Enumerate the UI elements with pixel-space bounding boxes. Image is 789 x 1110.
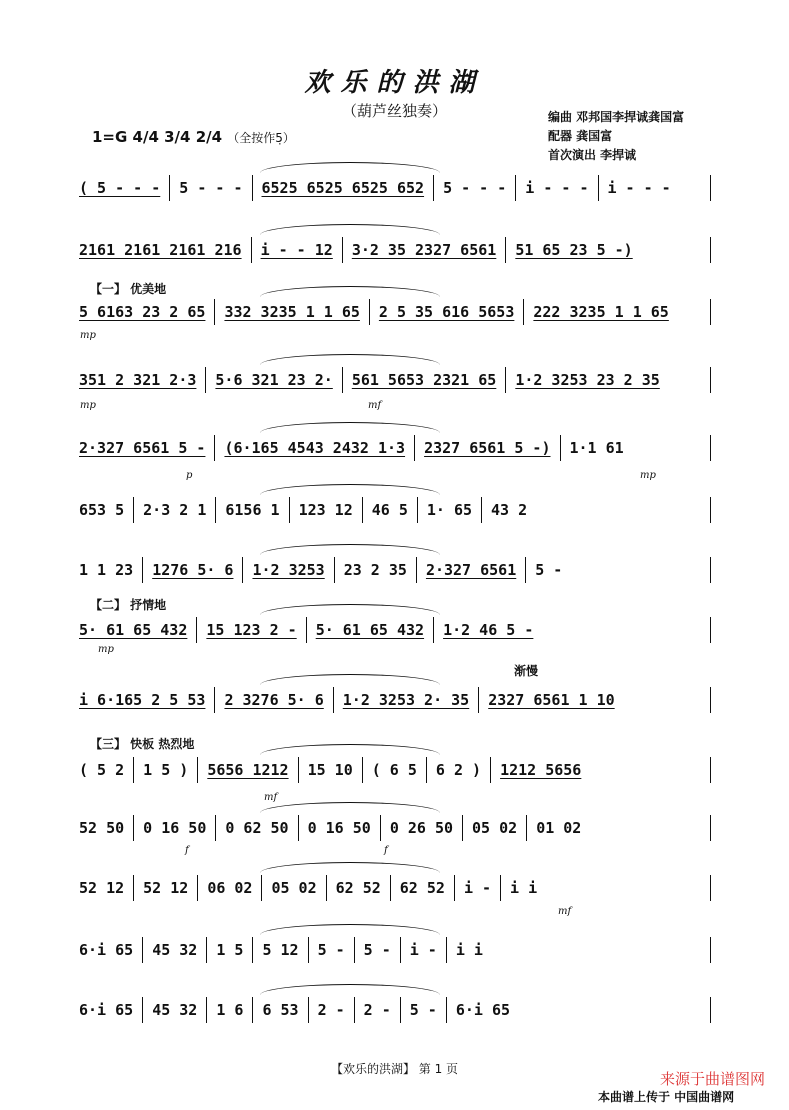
- measure: 6525 6525 6525 652: [261, 179, 425, 197]
- measure: 1276 5· 6: [152, 561, 234, 579]
- slur: [260, 544, 440, 555]
- slur: [260, 224, 440, 235]
- slur: [260, 924, 440, 935]
- barline: [342, 367, 343, 393]
- barline: [306, 617, 307, 643]
- measure: i i: [455, 941, 483, 959]
- barline: [205, 367, 206, 393]
- barline: [215, 497, 216, 523]
- measure: 45 32: [152, 941, 198, 959]
- barline: [490, 757, 491, 783]
- measure: 5 -: [317, 941, 345, 959]
- dynamic-mark: mf: [368, 400, 382, 411]
- barline: [417, 497, 418, 523]
- measure: 561 5653 2321 65: [351, 371, 497, 389]
- measure: ( 5 2: [79, 761, 125, 779]
- barline: [334, 557, 335, 583]
- measure: 6·i 65: [79, 1001, 134, 1019]
- score-row: [76, 230, 711, 270]
- slur: [260, 744, 440, 755]
- measure: i - - 12: [260, 241, 333, 259]
- barline-end: [710, 175, 711, 201]
- measure: 2 -: [363, 1001, 391, 1019]
- barline: [133, 875, 134, 901]
- barline: [142, 997, 143, 1023]
- measure: 332 3235 1 1 65: [224, 303, 360, 321]
- measure: 1 5 ): [143, 761, 189, 779]
- barline: [433, 617, 434, 643]
- barline: [446, 997, 447, 1023]
- credit-arranger: 编曲 邓邦国李捍诚龚国富: [548, 110, 685, 124]
- measure: ( 5 - - -: [79, 179, 161, 197]
- slur: [260, 984, 440, 995]
- credit-performer: 首次演出 李捍诚: [548, 148, 637, 162]
- barline: [142, 557, 143, 583]
- measure: 2327 6561 5 -): [424, 439, 551, 457]
- measure: 6156 1: [225, 501, 280, 519]
- barline: [481, 497, 482, 523]
- barline: [206, 997, 207, 1023]
- score-row: [76, 292, 711, 332]
- slur: [260, 674, 440, 685]
- barline: [416, 557, 417, 583]
- measure: 2·3 2 1: [143, 501, 207, 519]
- barline: [446, 937, 447, 963]
- measure: 5 12: [262, 941, 299, 959]
- barline-end: [710, 617, 711, 643]
- page-footer: 【欢乐的洪湖】 第 1 页: [330, 1062, 459, 1076]
- barline: [169, 175, 170, 201]
- dynamic-mark: p: [186, 470, 193, 481]
- measure: 653 5: [79, 501, 125, 519]
- dynamic-mark: mp: [80, 330, 96, 341]
- measure: 51 65 23 5 -): [515, 241, 633, 259]
- measure: 1·2 3253: [252, 561, 325, 579]
- barline: [390, 875, 391, 901]
- score-row: [76, 868, 711, 908]
- measure: 1 1 23: [79, 561, 134, 579]
- score-row: [76, 808, 711, 848]
- barline: [400, 997, 401, 1023]
- barline-end: [710, 299, 711, 325]
- barline: [525, 557, 526, 583]
- measure: 2161 2161 2161 216: [79, 241, 242, 259]
- measure: 52 12: [79, 879, 125, 897]
- measure: 351 2 321 2·3: [79, 371, 197, 389]
- score-row: [76, 428, 711, 468]
- tempo-mark: 渐慢: [514, 664, 539, 678]
- barline: [433, 175, 434, 201]
- barline: [326, 875, 327, 901]
- barline: [251, 237, 252, 263]
- barline: [298, 757, 299, 783]
- measure: i -: [409, 941, 437, 959]
- dynamic-mark: f: [384, 845, 388, 856]
- measure: 5656 1212: [207, 761, 289, 779]
- measure: i - - -: [525, 179, 589, 197]
- barline-end: [710, 497, 711, 523]
- score-subtitle: （葫芦丝独奏）: [341, 102, 447, 120]
- barline-end: [710, 557, 711, 583]
- measure: i -: [463, 879, 492, 897]
- measure: 2·327 6561: [425, 561, 517, 579]
- barline: [505, 367, 506, 393]
- dynamic-mark: f: [185, 845, 189, 856]
- slur: [260, 484, 440, 495]
- barline: [362, 497, 363, 523]
- measure: 5 6163 23 2 65: [79, 303, 206, 321]
- measure: 5 -: [409, 1001, 437, 1019]
- score-row: [76, 610, 711, 650]
- measure: 05 02: [271, 879, 317, 897]
- measure: ( 6 5: [371, 761, 417, 779]
- dynamic-mark: mp: [80, 400, 96, 411]
- measure: 6 2 ): [435, 761, 482, 779]
- barline: [500, 875, 501, 901]
- barline-end: [710, 435, 711, 461]
- barline: [426, 757, 427, 783]
- barline-end: [710, 687, 711, 713]
- barline: [214, 435, 215, 461]
- barline: [242, 557, 243, 583]
- dynamic-mark: mf: [558, 906, 572, 917]
- barline: [252, 997, 253, 1023]
- measure: 15 10: [307, 761, 353, 779]
- barline-end: [710, 757, 711, 783]
- slur: [260, 162, 440, 173]
- barline: [196, 617, 197, 643]
- measure: i 6·165 2 5 53: [79, 691, 206, 709]
- barline: [214, 687, 215, 713]
- measure: 23 2 35: [343, 561, 407, 579]
- barline: [215, 815, 216, 841]
- measure: 6·i 65: [79, 941, 134, 959]
- barline-end: [710, 997, 711, 1023]
- measure: 46 5: [371, 501, 408, 519]
- barline: [560, 435, 561, 461]
- key-signature: [92, 128, 295, 146]
- barline: [462, 815, 463, 841]
- key-note: （全按作5̣）: [227, 131, 295, 145]
- measure: 0 62 50: [225, 819, 289, 837]
- barline-end: [710, 367, 711, 393]
- score-row: [76, 490, 711, 530]
- watermark: 来源于曲谱图网: [660, 1070, 766, 1088]
- score-title: 欢乐的洪湖: [304, 68, 485, 98]
- score-row: [76, 550, 711, 590]
- measure: 5· 61 65 432: [315, 621, 425, 639]
- barline: [380, 815, 381, 841]
- measure: 43 2: [491, 501, 528, 519]
- barline: [505, 237, 506, 263]
- barline-end: [710, 237, 711, 263]
- section-label-3: 【三】 快板 热烈地: [90, 737, 195, 751]
- measure: 2327 6561 1 10: [488, 691, 615, 709]
- barline: [289, 497, 290, 523]
- score-row: [76, 750, 711, 790]
- barline: [261, 875, 262, 901]
- barline: [197, 875, 198, 901]
- measure: 5 -: [363, 941, 391, 959]
- barline: [308, 937, 309, 963]
- barline-end: [710, 937, 711, 963]
- slur: [260, 286, 440, 297]
- measure: 1·2 3253 23 2 35: [515, 371, 660, 389]
- credits: [548, 108, 684, 165]
- source-note: 本曲谱上传于 中国曲谱网: [598, 1090, 735, 1104]
- score-row: [76, 168, 711, 208]
- barline: [142, 937, 143, 963]
- section-label-2: 【二】 抒情地: [90, 598, 167, 612]
- measure: 0 16 50: [307, 819, 371, 837]
- measure: 6 53: [262, 1001, 299, 1019]
- measure: 3·2 35 2327 6561: [351, 241, 497, 259]
- slur: [260, 422, 440, 433]
- barline: [133, 815, 134, 841]
- barline: [478, 687, 479, 713]
- measure: 5 - - -: [179, 179, 243, 197]
- barline: [526, 815, 527, 841]
- barline: [214, 299, 215, 325]
- measure: 62 52: [399, 879, 445, 897]
- barline: [362, 757, 363, 783]
- measure: 52 50: [79, 819, 125, 837]
- measure: 1 6: [216, 1001, 244, 1019]
- measure: 1212 5656: [500, 761, 582, 779]
- measure: 1 5: [216, 941, 244, 959]
- barline-end: [710, 815, 711, 841]
- section-label-1: 【一】 优美地: [90, 282, 167, 296]
- dynamic-mark: mp: [640, 470, 656, 481]
- barline: [400, 937, 401, 963]
- barline: [369, 299, 370, 325]
- measure: 1·2 46 5 -: [443, 621, 534, 639]
- measure: 5 -: [535, 561, 563, 579]
- measure: 6·i 65: [455, 1001, 511, 1019]
- measure: i - - -: [607, 179, 671, 197]
- measure: i i: [510, 879, 538, 897]
- measure: 0 16 50: [143, 819, 207, 837]
- measure: 2 5 35 616 5653: [378, 303, 515, 321]
- measure: 52 12: [143, 879, 189, 897]
- key-meter: 1=G 4/4 3/4 2/4: [92, 128, 223, 146]
- measure: 15 123 2 -: [206, 621, 297, 639]
- score-row: [76, 930, 711, 970]
- dynamic-mark: mp: [98, 644, 114, 655]
- measure: 2 -: [317, 1001, 345, 1019]
- measure: 5· 61 65 432: [79, 621, 188, 639]
- slur: [260, 862, 440, 873]
- slur: [260, 604, 440, 615]
- measure: 2·327 6561 5 -: [79, 439, 206, 457]
- measure: 45 32: [152, 1001, 198, 1019]
- barline: [515, 175, 516, 201]
- measure: 1·1 61: [569, 439, 624, 457]
- barline: [523, 299, 524, 325]
- score-row: [76, 680, 711, 720]
- measure: 1· 65: [426, 501, 473, 519]
- barline: [133, 497, 134, 523]
- barline: [197, 757, 198, 783]
- barline: [342, 237, 343, 263]
- measure: 1·2 3253 2· 35: [342, 691, 470, 709]
- barline: [308, 997, 309, 1023]
- score-row: [76, 360, 711, 400]
- barline: [206, 937, 207, 963]
- barline: [414, 435, 415, 461]
- barline: [598, 175, 599, 201]
- barline: [354, 937, 355, 963]
- measure: 5·6 321 23 2·: [215, 371, 333, 389]
- measure: 123 12: [298, 501, 353, 519]
- slur: [260, 354, 440, 365]
- slur: [260, 802, 440, 813]
- barline: [454, 875, 455, 901]
- measure: 62 52: [335, 879, 381, 897]
- dynamic-mark: mf: [264, 792, 278, 803]
- credit-orchestrator: 配器 龚国富: [548, 129, 613, 143]
- measure: 222 3235 1 1 65: [533, 303, 669, 321]
- measure: 01 02: [536, 819, 582, 837]
- barline: [333, 687, 334, 713]
- measure: (6·165 4543 2432 1·3: [224, 439, 406, 457]
- measure: 5 - - -: [443, 179, 507, 197]
- barline: [354, 997, 355, 1023]
- measure: 06 02: [207, 879, 253, 897]
- barline: [298, 815, 299, 841]
- measure: 05 02: [472, 819, 518, 837]
- score-row: [76, 990, 711, 1030]
- measure: 2 3276 5· 6: [224, 691, 324, 709]
- measure: 0 26 50: [389, 819, 454, 837]
- barline: [252, 937, 253, 963]
- barline-end: [710, 875, 711, 901]
- barline: [252, 175, 253, 201]
- barline: [133, 757, 134, 783]
